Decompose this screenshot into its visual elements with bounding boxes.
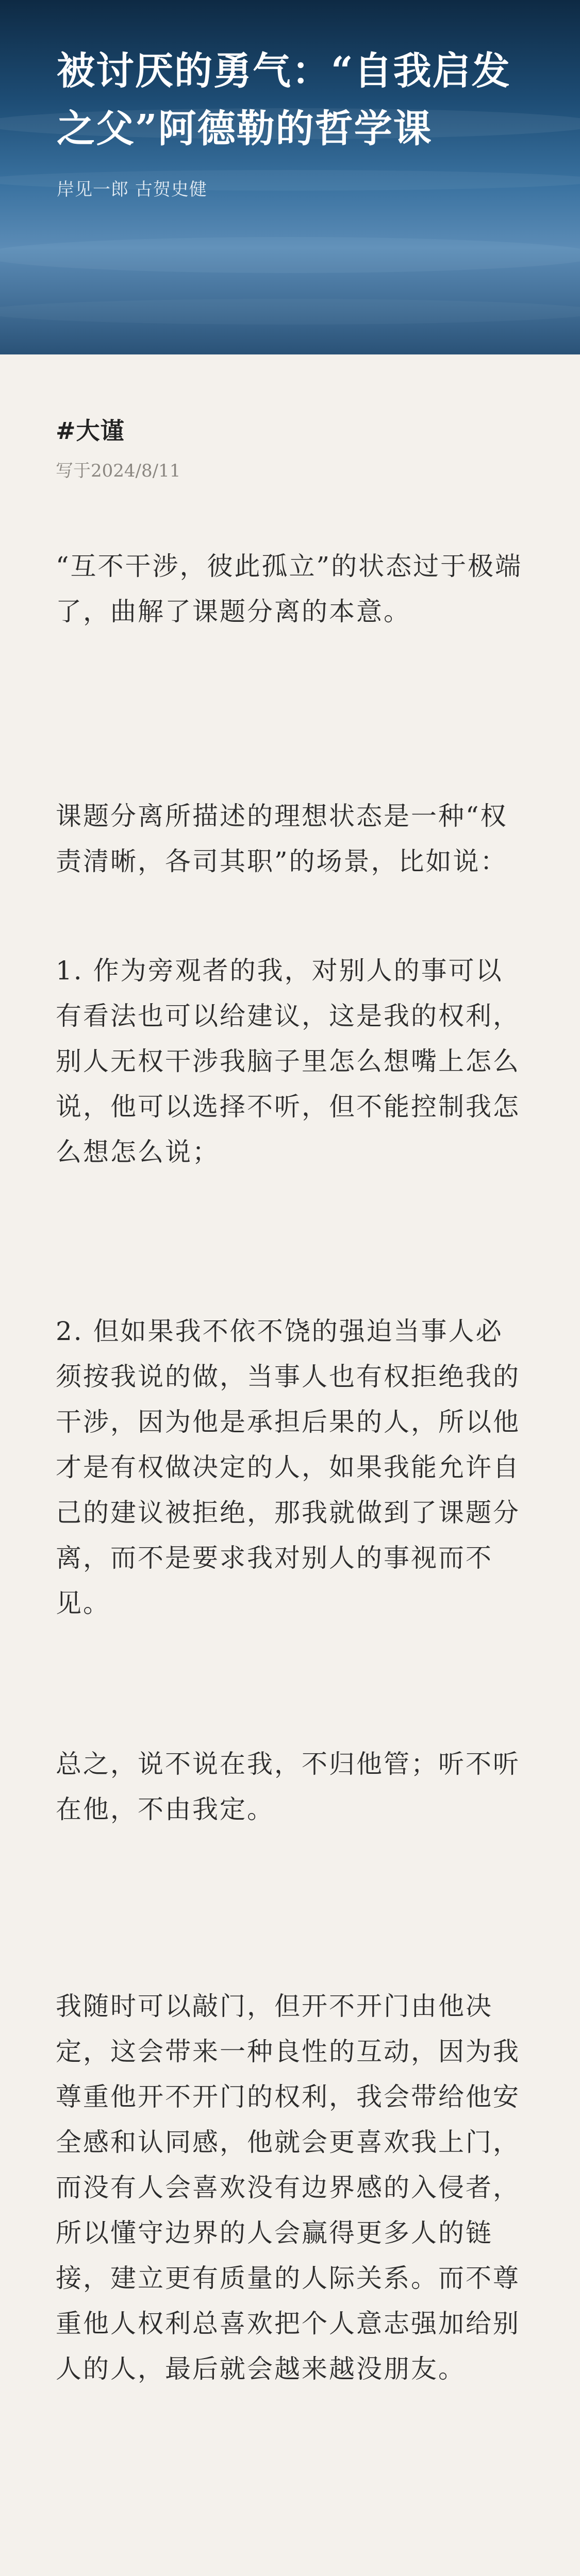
- paragraph-text: 1. 作为旁观者的我，对别人的事可以有看法也可以给建议，这是我的权利，别人无权干涉我脑子里怎么想嘴上怎么说，他可以选择不听，但不能控制我怎么想怎么说；: [56, 956, 520, 1167]
- header-cover: [0, 0, 580, 354]
- note-paragraph: [56, 793, 527, 884]
- note-tag[interactable]: #大谨: [56, 417, 125, 445]
- note-paragraph: [56, 1741, 527, 1832]
- book-title: 被讨厌的勇气：“自我启发之父”阿德勒的哲学课: [57, 49, 511, 151]
- note-paragraph: [56, 1984, 527, 2392]
- sea-wave: [0, 237, 580, 273]
- paragraph-text: 我随时可以敲门，但开不开门由他决定，这会带来一种良性的互动，因为我尊重他开不开门的权利，我会带给他安全感和认同感，他就会更喜欢我上门，而没有人会喜欢没有边界感的入侵者，所以懂守边界的人会赢得更多人的链接，建立更有质量的人际关系。而不尊重他人权利总喜欢把个人意志强加给别人的人，最后就会越来越没朋友。: [56, 1991, 520, 2384]
- note-meta: [56, 412, 180, 482]
- note-paragraph: [56, 1309, 527, 1626]
- book-author: 岸见一郎 古贺史健: [57, 179, 207, 200]
- paragraph-text: 总之，说不说在我，不归他管；听不听在他，不由我定。: [56, 1749, 520, 1824]
- sea-wave: [0, 299, 580, 325]
- paragraph-text: “互不干涉，彼此孤立”的状态过于极端了，曲解了课题分离的本意。: [56, 551, 523, 626]
- note-paragraph: [56, 544, 527, 634]
- note-paragraph: [56, 948, 527, 1175]
- note-date: 写于2024/8/11: [56, 461, 181, 481]
- paragraph-text: 课题分离所描述的理想状态是一种“权责清晰，各司其职”的场景，比如说：: [56, 801, 508, 876]
- paragraph-text: 2. 但如果我不依不饶的强迫当事人必须按我说的做，当事人也有权拒绝我的干涉，因为他是承担后果的人，所以他才是有权做决定的人，如果我能允许自己的建议被拒绝，那我就做到了课题分离，而不是要求我对别人的事视而不见。: [56, 1316, 520, 1618]
